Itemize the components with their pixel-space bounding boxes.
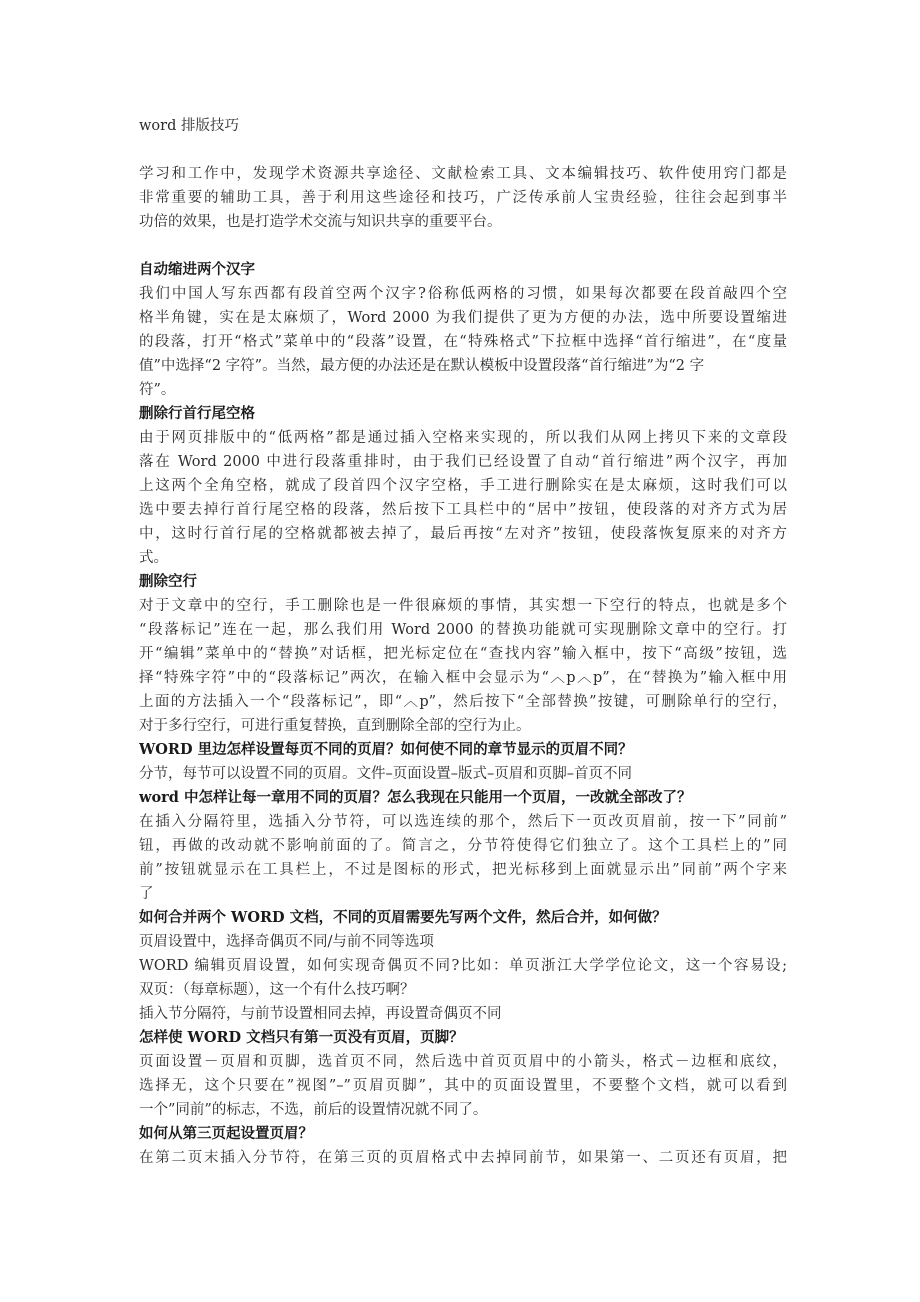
paragraph-line: 中，这时行首行尾的空格就都被去掉了，最后再按“左对齐”按钮，使段落恢复原来的对齐方 — [139, 526, 787, 542]
section-heading: 删除行首行尾空格 — [139, 405, 255, 422]
paragraph-line: 分节，每节可以设置不同的页眉。文件–页面设置–版式–页眉和页脚–首页不同 — [139, 766, 632, 782]
paragraph-line: 页面设置－页眉和页脚，选首页不同，然后选中首页页眉中的小箭头，格式－边框和底纹， — [139, 1054, 787, 1070]
paragraph-line: 符”。 — [139, 382, 176, 398]
intro-paragraph — [139, 162, 787, 234]
section-heading: WORD 里边怎样设置每页不同的页眉？如何使不同的章节显示的页眉不同？ — [139, 741, 633, 758]
paragraph-line: 学习和工作中，发现学术资源共享途径、文献检索工具、文本编辑技巧、软件使用窍门都是 — [139, 166, 787, 182]
paragraph-line: WORD 编辑页眉设置，如何实现奇偶页不同?比如：单页浙江大学学位论文，这一个容易设; — [139, 958, 787, 974]
paragraph-line: 上这两个全角空格，就成了段首四个汉字空格，手工进行删除实在是太麻烦，这时我们可以 — [139, 478, 787, 494]
paragraph-line: 页眉设置中，选择奇偶页不同/与前不同等选项 — [139, 934, 434, 950]
paragraph-line: 上面的方法插入一个“段落标记”，即“︿p”，然后按下“全部替换”按键，可删除单行的空行， — [139, 694, 787, 710]
paragraph-line: 选择无，这个只要在”视图”–”页眉页脚”，其中的页面设置里，不要整个文档，就可以看到 — [139, 1078, 787, 1094]
section-heading: 怎样使 WORD 文档只有第一页没有页眉，页脚？ — [139, 1029, 464, 1046]
paragraph-line: 择“特殊字符”中的“段落标记”两次，在输入框中会显示为“︿p︿p”，在“替换为”输入框中用 — [139, 670, 787, 686]
document-title: word 排版技巧 — [139, 118, 239, 134]
paragraph-line: 格半角键，实在是太麻烦了，Word 2000 为我们提供了更为方便的办法，选中所要设置缩进 — [139, 310, 787, 326]
paragraph-line: 双页：（每章标题），这一个有什么技巧啊？ — [139, 982, 415, 998]
paragraph-line: 落在 Word 2000 中进行段落重排时，由于我们已经设置了自动“首行缩进”两个汉字，再加 — [139, 454, 787, 470]
section-heading: 如何从第三页起设置页眉？ — [139, 1125, 313, 1142]
paragraph-line: 的段落，打开“格式”菜单中的“段落”设置，在“特殊格式”下拉框中选择“首行缩进”，在“度量 — [139, 334, 787, 350]
section-heading: word 中怎样让每一章用不同的页眉？怎么我现在只能用一个页眉，一改就全部改了？ — [139, 789, 692, 806]
paragraph-line: 在插入分隔符里，选插入分节符，可以选连续的那个，然后下一页改页眉前，按一下”同前” — [139, 814, 787, 830]
paragraph-line: 我们中国人写东西都有段首空两个汉字?俗称低两格的习惯，如果每次都要在段首敲四个空 — [139, 286, 787, 302]
paragraph-line: 由于网页排版中的“低两格”都是通过插入空格来实现的，所以我们从网上拷贝下来的文章段 — [139, 430, 787, 446]
paragraph-line: 对于多行空行，可进行重复替换，直到删除全部的空行为止。 — [139, 718, 531, 734]
paragraph-line: 了 — [139, 886, 154, 902]
paragraph-line: 一个”同前”的标志，不选，前后的设置情况就不同了。 — [139, 1102, 488, 1118]
paragraph-line: 开“编辑”菜单中的“替换”对话框，把光标定位在“查找内容”输入框中，按下“高级”按钮，选 — [139, 646, 787, 662]
paragraph-line: 式。 — [139, 550, 168, 566]
paragraph-line: 在第二页末插入分节符，在第三页的页眉格式中去掉同前节，如果第一、二页还有页眉，把 — [139, 1150, 787, 1166]
paragraph-line: 对于文章中的空行，手工删除也是一件很麻烦的事情，其实想一下空行的特点，也就是多个 — [139, 598, 787, 614]
section-heading: 自动缩进两个汉字 — [139, 261, 255, 278]
section-heading: 如何合并两个 WORD 文档，不同的页眉需要先写两个文件，然后合并，如何做？ — [139, 909, 667, 926]
paragraph-line: 值”中选择“2 字符”。当然，最方便的办法还是在默认模板中设置段落“首行缩进”为“2 字 — [139, 358, 705, 374]
paragraph-line: 插入节分隔符，与前节设置相同去掉，再设置奇偶页不同 — [139, 1006, 502, 1022]
paragraph-line: 功倍的效果，也是打造学术交流与知识共享的重要平台。 — [139, 214, 502, 230]
section-heading: 删除空行 — [139, 573, 197, 590]
paragraph-line: 非常重要的辅助工具，善于利用这些途径和技巧，广泛传承前人宝贵经验，往往会起到事半 — [139, 190, 787, 206]
document-body — [139, 258, 787, 1170]
paragraph-line: 选中要去掉行首行尾空格的段落，然后按下工具栏中的“居中”按钮，使段落的对齐方式为居 — [139, 502, 787, 518]
paragraph-line: 前”按钮就显示在工具栏上，不过是图标的形式，把光标移到上面就显示出”同前”两个字来 — [139, 862, 787, 878]
paragraph-line: “段落标记”连在一起，那么我们用 Word 2000 的替换功能就可实现删除文章中的空行。打 — [139, 622, 787, 638]
paragraph-line: 钮，再做的改动就不影响前面的了。简言之，分节符使得它们独立了。这个工具栏上的”同 — [139, 838, 787, 854]
